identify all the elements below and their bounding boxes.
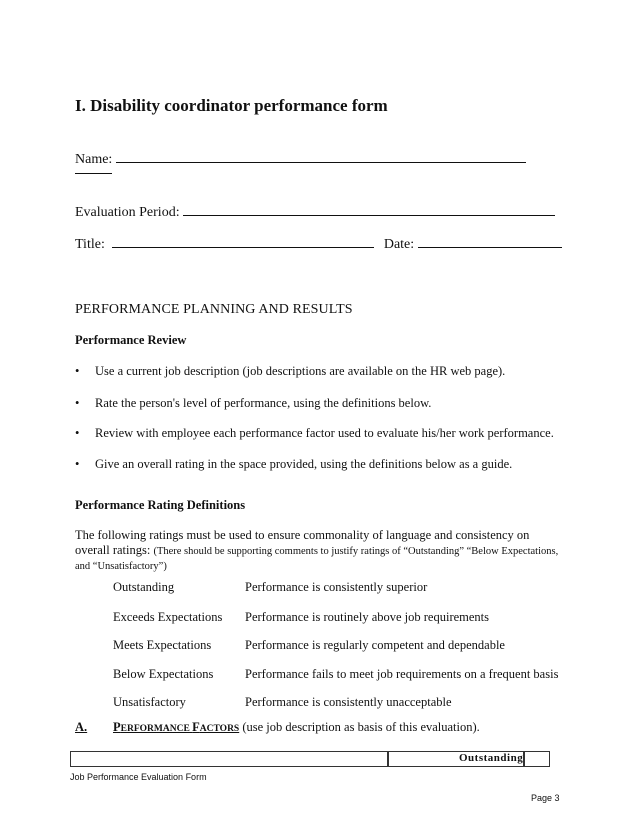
evaluation-period-field[interactable] — [75, 203, 555, 221]
name-label: Name: — [75, 152, 113, 167]
rating-definition-unsatisfactory: Performance is consistently unacceptable — [245, 695, 452, 709]
performance-factors-heading: A. PERFORMANCE FACTORS (use job description as basis of this evaluation). — [75, 720, 480, 734]
footer-page-number: Page 3 — [531, 793, 560, 803]
page-title: I. Disability coordinator performance form — [75, 96, 388, 115]
title-field[interactable] — [75, 235, 562, 253]
bullet-icon: • — [75, 396, 80, 410]
table-cell-blank — [70, 751, 388, 767]
bullet-icon: • — [75, 457, 80, 471]
date-underline[interactable] — [418, 235, 562, 248]
list-item: • Give an overall rating in the space provided, using the definitions below as a guide. — [75, 457, 513, 471]
date-label: Date: — [383, 237, 415, 252]
list-item: • Review with employee each performance factor used to evaluate his/her work performance. — [75, 426, 554, 440]
rating-definitions-intro: The following ratings must be used to ensure commonality of language and consistency on overall ratings: (There should be supporting comments to justify ratings of “Outstanding” “Below Expectations, and “Unsatisfactory”) — [75, 528, 559, 572]
rating-name-exceeds: Exceeds Expectations — [113, 610, 223, 624]
rating-definition-below: Performance fails to meet job requirements on a frequent basis — [245, 667, 559, 681]
rating-definitions-heading: Performance Rating Definitions — [75, 498, 246, 512]
title-underline[interactable] — [112, 235, 374, 248]
list-item: • Use a current job description (job descriptions are available on the HR web page). — [75, 364, 506, 378]
name-underline-continued[interactable] — [75, 173, 112, 174]
section-heading: PERFORMANCE PLANNING AND RESULTS — [75, 302, 353, 317]
title-label: Title: — [75, 237, 105, 252]
evaluation-period-underline[interactable] — [183, 203, 555, 216]
bullet-icon: • — [75, 364, 80, 378]
outstanding-checkbox[interactable] — [524, 751, 550, 767]
outstanding-column-label: Outstanding — [459, 752, 524, 764]
rating-name-meets: Meets Expectations — [113, 638, 212, 652]
list-item: • Rate the person's level of performance, using the definitions below. — [75, 396, 432, 410]
rating-name-outstanding: Outstanding — [113, 580, 175, 594]
rating-definition-meets: Performance is regularly competent and dependable — [245, 638, 505, 652]
performance-review-heading: Performance Review — [75, 333, 187, 347]
rating-name-unsatisfactory: Unsatisfactory — [113, 695, 186, 709]
rating-definition-exceeds: Performance is routinely above job requirements — [245, 610, 490, 624]
name-underline[interactable] — [116, 150, 526, 163]
bullet-icon: • — [75, 426, 80, 440]
footer-form-name: Job Performance Evaluation Form — [70, 772, 207, 782]
rating-definition-outstanding: Performance is consistently superior — [245, 580, 428, 594]
evaluation-period-label: Evaluation Period: — [75, 205, 180, 220]
rating-name-below: Below Expectations — [113, 667, 214, 681]
name-field[interactable] — [75, 150, 526, 168]
